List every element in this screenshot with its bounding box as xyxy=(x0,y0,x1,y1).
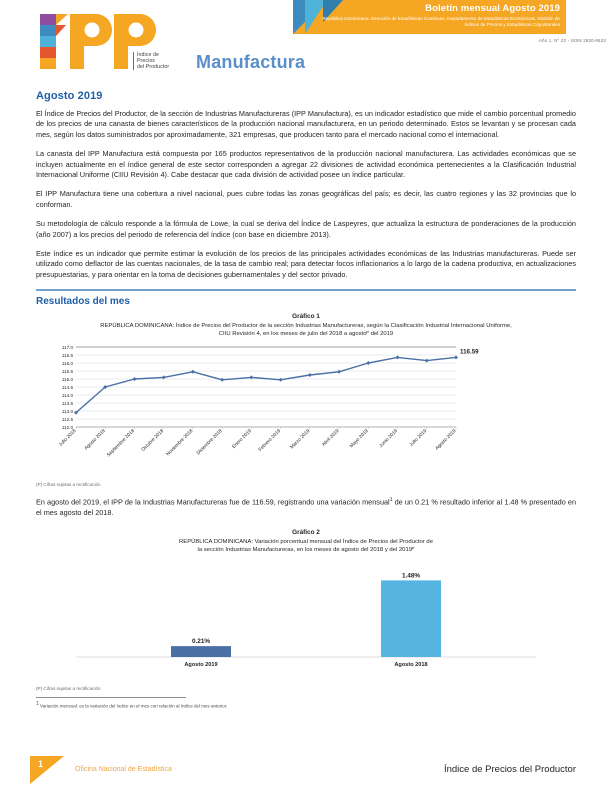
logo-tagline-line2: Precios xyxy=(137,58,155,64)
chart-1-ytick: 112.0 xyxy=(61,425,73,431)
chart-1-ytick: 116.5 xyxy=(61,353,73,359)
chart-1-xtick: Enero 2019 xyxy=(231,429,253,451)
chart-1-xtick: Agosto 2019 xyxy=(434,429,458,452)
page-title: Manufactura xyxy=(196,52,306,72)
between-charts-footnote-marker: 1 xyxy=(389,497,393,504)
chart-1-xtick: Junio 2019 xyxy=(378,429,399,450)
chart-1-xtick: Diciembre 2018 xyxy=(196,429,224,457)
chart-1-ytick: 114.5 xyxy=(61,385,73,391)
footer-organization: Oficina Nacional de Estadística xyxy=(75,766,172,773)
chart-1-xtick: Febrero 2019 xyxy=(258,429,283,454)
chart-1-data-point xyxy=(220,378,224,382)
chart-1-ytick: 115.0 xyxy=(61,377,73,383)
chart-2-bar xyxy=(171,646,231,657)
between-charts-text-a: En agosto del 2019, el IPP de la Industrias Manufactureras fue de 116.59, registrando una variación mensual xyxy=(36,497,390,507)
bottom-footnote-marker: 1 xyxy=(36,700,39,707)
bottom-footnote-text: Variación mensual: es la variación del índice en el mes con relación al índice del mes anterior. xyxy=(40,703,228,709)
chart-1-ytick: 117.0 xyxy=(61,345,73,351)
page-number: 1 xyxy=(38,759,44,769)
paragraph-5: Este índice es un indicador que permite estimar la evolución de los precios de las principales actividades económicas de las Industrias manufactureras. Puede ser utilizado como deflactor de las cuentas nacionales, de la tasa de cambio real; para detectar focos inflacionarios a lo largo de la cadena productiva, en actualizaciones presupuestarias, y para orientar en la toma de decisiones gubernamentales y del sector privado. xyxy=(36,249,576,279)
logo-tagline-line1: Índice de xyxy=(137,52,159,58)
chart-1-series-line xyxy=(76,358,456,413)
chart-1-ytick: 116.0 xyxy=(61,361,73,367)
logo-tagline-line3: del Productor xyxy=(137,64,170,70)
footer-triangle-icon xyxy=(30,756,64,784)
chart-1-ytick: 113.0 xyxy=(61,409,73,415)
chart-1-xtick: Septiembre 2018 xyxy=(106,429,136,459)
ipp-logo xyxy=(36,8,196,78)
chart-1-xtick: Noviembre 2018 xyxy=(165,429,195,458)
page-footer xyxy=(0,750,612,792)
chart-2-title-line1: REPÚBLICA DOMINICANA: Variación porcentual mensual del Índice de Precios del Productor de xyxy=(179,538,433,545)
chart-1-data-point xyxy=(396,356,400,360)
chart-2-title xyxy=(42,538,570,554)
chart-2-category-label: Agosto 2018 xyxy=(394,661,428,668)
chart-1-end-label: 116.59 xyxy=(460,348,479,356)
chart-2-value-label: 0.21% xyxy=(191,637,211,645)
paragraph-1: El Índice de Precios del Productor, de la sección de Industrias Manufactureras (IPP Manufactura), es un indicador estadístico que mide el cambio porcentual promedio de los precios de una canasta de bienes característicos de la producción nacional manufacturera, en un periodo determinado. Estos se levantan y se procesan cada mes, según los datos suministrados por aproximadamente, 321 empresas, que producen tanto para el mercado nacional como el internacional. xyxy=(36,109,576,139)
chart-1-ytick: 114.0 xyxy=(61,393,73,399)
chart-1-xtick: Marzo 2019 xyxy=(289,429,312,451)
header-banner xyxy=(293,0,566,34)
chart-1-ytick: 113.5 xyxy=(61,401,73,407)
chart-1-data-point xyxy=(366,361,370,365)
chart-1-data-point xyxy=(337,370,341,374)
banner-subtitle: República Dominicana. Dirección de Estadísticas Continuas, Departamento de Estadísticas Económicas, División de Índices de Precios y Estadísticas Coyunturales xyxy=(322,16,560,28)
paragraph-2: La canasta del IPP Manufactura está compuesta por 165 productos representativos de la producción nacional manufacturera. Las actividades económicas que se incluyen actualmente en el índice general de este sector corresponden a agregar 22 divisiones de actividad económica pertenecientes a la Clasificación Industrial Internacional Uniforme (CIIU Revisión 4). Cabe destacar que cada división de actividad posee un índice particular. xyxy=(36,149,576,180)
chart-2-note: (P) Cifras sujetas a rectificación xyxy=(36,685,101,691)
chart-2-canvas xyxy=(36,557,576,685)
chart-2-bar xyxy=(381,580,441,657)
chart-1-label: Gráfico 1 xyxy=(292,313,320,321)
chart-1-title-line2: CIIU Revisión 4, en los meses de julio del 2018 a agostoᴾ del 2019 xyxy=(218,331,394,338)
chart-1-xtick: Abril 2019 xyxy=(321,429,341,448)
date-heading: Agosto 2019 xyxy=(36,90,103,102)
logo-tagline xyxy=(133,52,169,70)
chart-1-data-point xyxy=(191,370,195,374)
between-charts-paragraph xyxy=(36,495,576,518)
chart-1-xtick: Agosto 2018 xyxy=(84,429,107,452)
issn-line: Año 1, N° 22 - ISSN 2520-9523 xyxy=(538,38,606,43)
chart-1-xtick: Julio 2019 xyxy=(409,429,429,449)
chart-1-ytick: 112.5 xyxy=(61,417,73,423)
chart-1-data-point xyxy=(279,378,283,382)
results-heading: Resultados del mes xyxy=(36,296,130,308)
section-divider xyxy=(36,289,576,291)
chart-1-data-point xyxy=(132,377,136,381)
page-header xyxy=(0,0,612,86)
footnote-divider xyxy=(36,697,186,698)
chart-1-title xyxy=(42,322,570,338)
chart-1-ytick: 115.5 xyxy=(61,369,73,375)
banner-title: Boletín mensual Agosto 2019 xyxy=(425,3,560,14)
chart-1-canvas xyxy=(36,341,576,481)
chart-1-note: (P) Cifras sujetas a rectificación xyxy=(36,482,101,488)
chart-2-category-label: Agosto 2019 xyxy=(184,661,218,668)
document-content xyxy=(36,90,576,709)
chart-1-title-line1: REPÚBLICA DOMINICANA: Índice de Precios del Productor de la sección Industrias Manufactureras, según la Clasificación Industrial Internacional Uniforme, xyxy=(100,323,512,330)
footer-title: Índice de Precios del Productor xyxy=(443,764,576,775)
chart-1-data-point xyxy=(425,359,429,363)
chart-2-title-line2: la sección Industrias Manufactureras, en los meses de agosto del 2018 y del 2019ᴾ xyxy=(197,546,415,553)
chart-1-data-point xyxy=(454,356,458,360)
chart-2-value-label: 1.48% xyxy=(401,571,421,579)
paragraph-4: Su metodología de cálculo responde a la fórmula de Lowe, la cual se deriva del Índice de Laspeyres, que actualiza la estructura de ponderaciones de la producción (año 2007) a los precios del periodo de referencia del índice (con base en diciembre 2013). xyxy=(36,219,576,239)
bottom-footnote xyxy=(36,701,576,710)
chart-1-data-point xyxy=(308,373,312,377)
chart-2-block xyxy=(36,529,576,691)
chart-1-xtick: Octubre 2018 xyxy=(141,429,166,454)
between-charts-text-b: de un 0.21 % resultado inferior al 1.48 % presentado en el mes agosto del 2018. xyxy=(36,497,577,518)
chart-1-xtick: Mayo 2019 xyxy=(349,429,370,450)
chart-1-block xyxy=(36,313,576,487)
chart-1-xtick: Julio 2018 xyxy=(58,429,78,449)
paragraph-3: El IPP Manufactura tiene una cobertura a nivel nacional, pues cubre todas las zonas geográficas del país; es decir, las cuatro regiones y las 32 provincias que lo conforman. xyxy=(36,189,576,209)
chart-2-label: Gráfico 2 xyxy=(292,528,320,536)
